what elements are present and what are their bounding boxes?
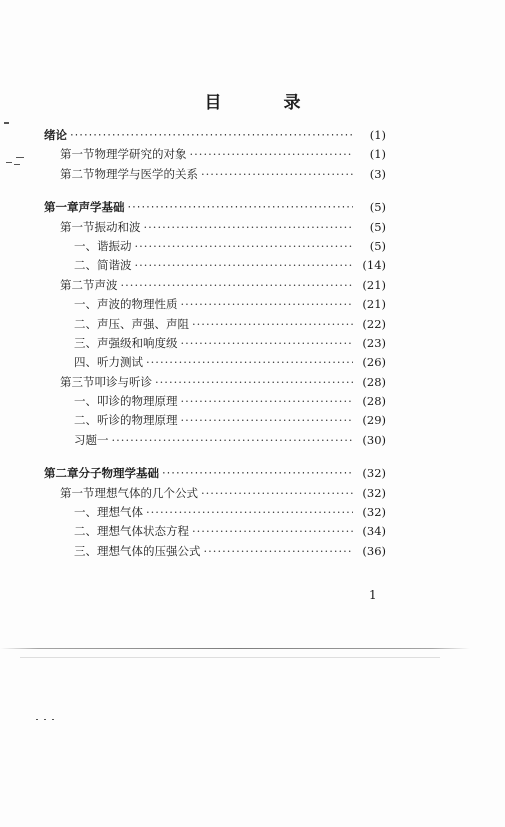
- toc-entry-title: 一、理想气体: [74, 505, 143, 520]
- toc-entry: [44, 145, 386, 164]
- toc-entry: [44, 522, 386, 541]
- toc-entry-title: 三、声强级和响度级: [74, 335, 178, 350]
- toc-entry: [44, 315, 386, 334]
- toc-dot-leader: [190, 145, 354, 164]
- toc-dot-leader: [121, 276, 354, 295]
- toc-entry-page: (1): [369, 147, 386, 162]
- toc-entry-title: 声波: [94, 277, 118, 292]
- toc-entry-page: (5): [369, 200, 386, 215]
- toc-entry: [44, 392, 386, 411]
- toc-dot-leader: [181, 411, 354, 430]
- toc-dot-leader: [70, 126, 353, 145]
- toc-entry: [44, 542, 386, 561]
- scan-speck: [52, 719, 54, 720]
- toc-entry: [44, 431, 386, 450]
- toc-entry-title: 一、声波的物理性质: [74, 297, 178, 312]
- toc-dot-leader: [181, 392, 354, 411]
- toc-dot-leader: [146, 353, 353, 372]
- scan-speck: [16, 157, 24, 158]
- toc-entry-title: 分子物理学基础: [78, 466, 159, 481]
- toc-entry-number: 第一节: [60, 219, 95, 234]
- toc-entry-title: 叩诊与听诊: [94, 374, 152, 389]
- toc-dot-leader: [135, 237, 354, 256]
- toc-entry-page: (1): [369, 128, 386, 142]
- toc-entry-title: 二、简谐波: [74, 258, 132, 273]
- toc-entry-page: (30): [362, 432, 386, 447]
- toc-entry-page: (26): [362, 355, 386, 370]
- scan-speck: [6, 162, 12, 163]
- scan-edge-line-faint: [20, 657, 440, 658]
- toc-entry-number: 第二章: [44, 466, 79, 481]
- toc-dot-leader: [204, 542, 354, 561]
- page-number: 1: [369, 588, 377, 602]
- toc-dot-leader: [201, 165, 353, 184]
- toc-entry-title: 物理学研究的对象: [94, 147, 187, 162]
- toc-entry-number: 第二节: [60, 166, 95, 181]
- toc-entry: [44, 276, 386, 295]
- toc-entry-number: 第一节: [60, 485, 95, 500]
- toc-entry: [44, 334, 386, 353]
- table-of-contents: [44, 126, 386, 561]
- toc-entry-page: (28): [362, 394, 386, 409]
- toc-entry-number: 第三节: [60, 374, 95, 389]
- toc-entry-number: 第一节: [60, 147, 95, 162]
- toc-entry-page: (36): [362, 543, 386, 558]
- toc-entry: [44, 411, 386, 430]
- toc-dot-leader: [144, 218, 354, 237]
- toc-entry-number: 第二节: [60, 277, 95, 292]
- toc-entry: [44, 464, 386, 483]
- toc-entry-title: 振动和波: [94, 219, 141, 234]
- toc-entry-title: 声学基础: [78, 200, 125, 215]
- toc-entry-page: (5): [369, 238, 386, 253]
- toc-dot-leader: [162, 464, 353, 483]
- toc-entry-title: 三、理想气体的压强公式: [74, 543, 201, 558]
- toc-entry: [44, 353, 386, 372]
- toc-dot-leader: [128, 198, 354, 217]
- toc-gap: [44, 184, 386, 198]
- toc-dot-leader: [181, 334, 354, 353]
- toc-dot-leader: [146, 503, 353, 522]
- toc-entry-page: (23): [362, 335, 386, 350]
- toc-entry-page: (29): [362, 413, 386, 428]
- toc-entry: [44, 198, 386, 217]
- toc-entry-title: 习题一: [74, 432, 109, 447]
- toc-entry: [44, 165, 386, 184]
- toc-dot-leader: [192, 315, 353, 334]
- toc-dot-leader: [135, 256, 354, 275]
- toc-dot-leader: [181, 295, 354, 314]
- toc-entry-title: 一、叩诊的物理原理: [74, 394, 178, 409]
- toc-entry-page: (22): [362, 316, 386, 331]
- toc-entry-page: (3): [369, 166, 386, 181]
- toc-entry-title: 一、谐振动: [74, 238, 132, 253]
- scan-edge-line: [0, 648, 470, 649]
- toc-entry-title: 理想气体的几个公式: [94, 485, 198, 500]
- toc-entry: [44, 126, 386, 145]
- toc-dot-leader: [155, 373, 353, 392]
- toc-entry-page: (14): [362, 258, 386, 273]
- toc-gap: [44, 450, 386, 464]
- toc-entry-title: 物理学与医学的关系: [94, 166, 198, 181]
- toc-entry-title: 二、理想气体状态方程: [74, 524, 189, 539]
- toc-entry: [44, 256, 386, 275]
- toc-entry: [44, 503, 386, 522]
- scan-speck: [4, 122, 9, 124]
- toc-entry-title: 绪论: [44, 128, 67, 142]
- toc-entry-page: (34): [362, 524, 386, 539]
- toc-entry: [44, 237, 386, 256]
- page-title: 目 录: [204, 93, 329, 113]
- toc-entry: [44, 484, 386, 503]
- toc-entry-page: (32): [362, 466, 386, 481]
- toc-dot-leader: [201, 484, 353, 503]
- scan-speck: [36, 719, 38, 720]
- toc-entry-page: (32): [362, 505, 386, 520]
- toc-entry-number: 第一章: [44, 200, 79, 215]
- toc-entry: [44, 295, 386, 314]
- scan-speck: [44, 719, 46, 720]
- toc-entry-title: 四、听力测试: [74, 355, 143, 370]
- toc-entry-title: 二、声压、声强、声阻: [74, 316, 189, 331]
- toc-entry-page: (32): [362, 485, 386, 500]
- toc-entry-title: 二、听诊的物理原理: [74, 413, 178, 428]
- toc-dot-leader: [192, 522, 353, 541]
- toc-dot-leader: [112, 431, 354, 450]
- toc-entry-page: (21): [362, 297, 386, 312]
- toc-entry-page: (28): [362, 374, 386, 389]
- toc-entry-page: (5): [369, 219, 386, 234]
- toc-entry: [44, 218, 386, 237]
- toc-entry-page: (21): [362, 277, 386, 292]
- scan-speck: [14, 164, 20, 165]
- toc-entry: [44, 373, 386, 392]
